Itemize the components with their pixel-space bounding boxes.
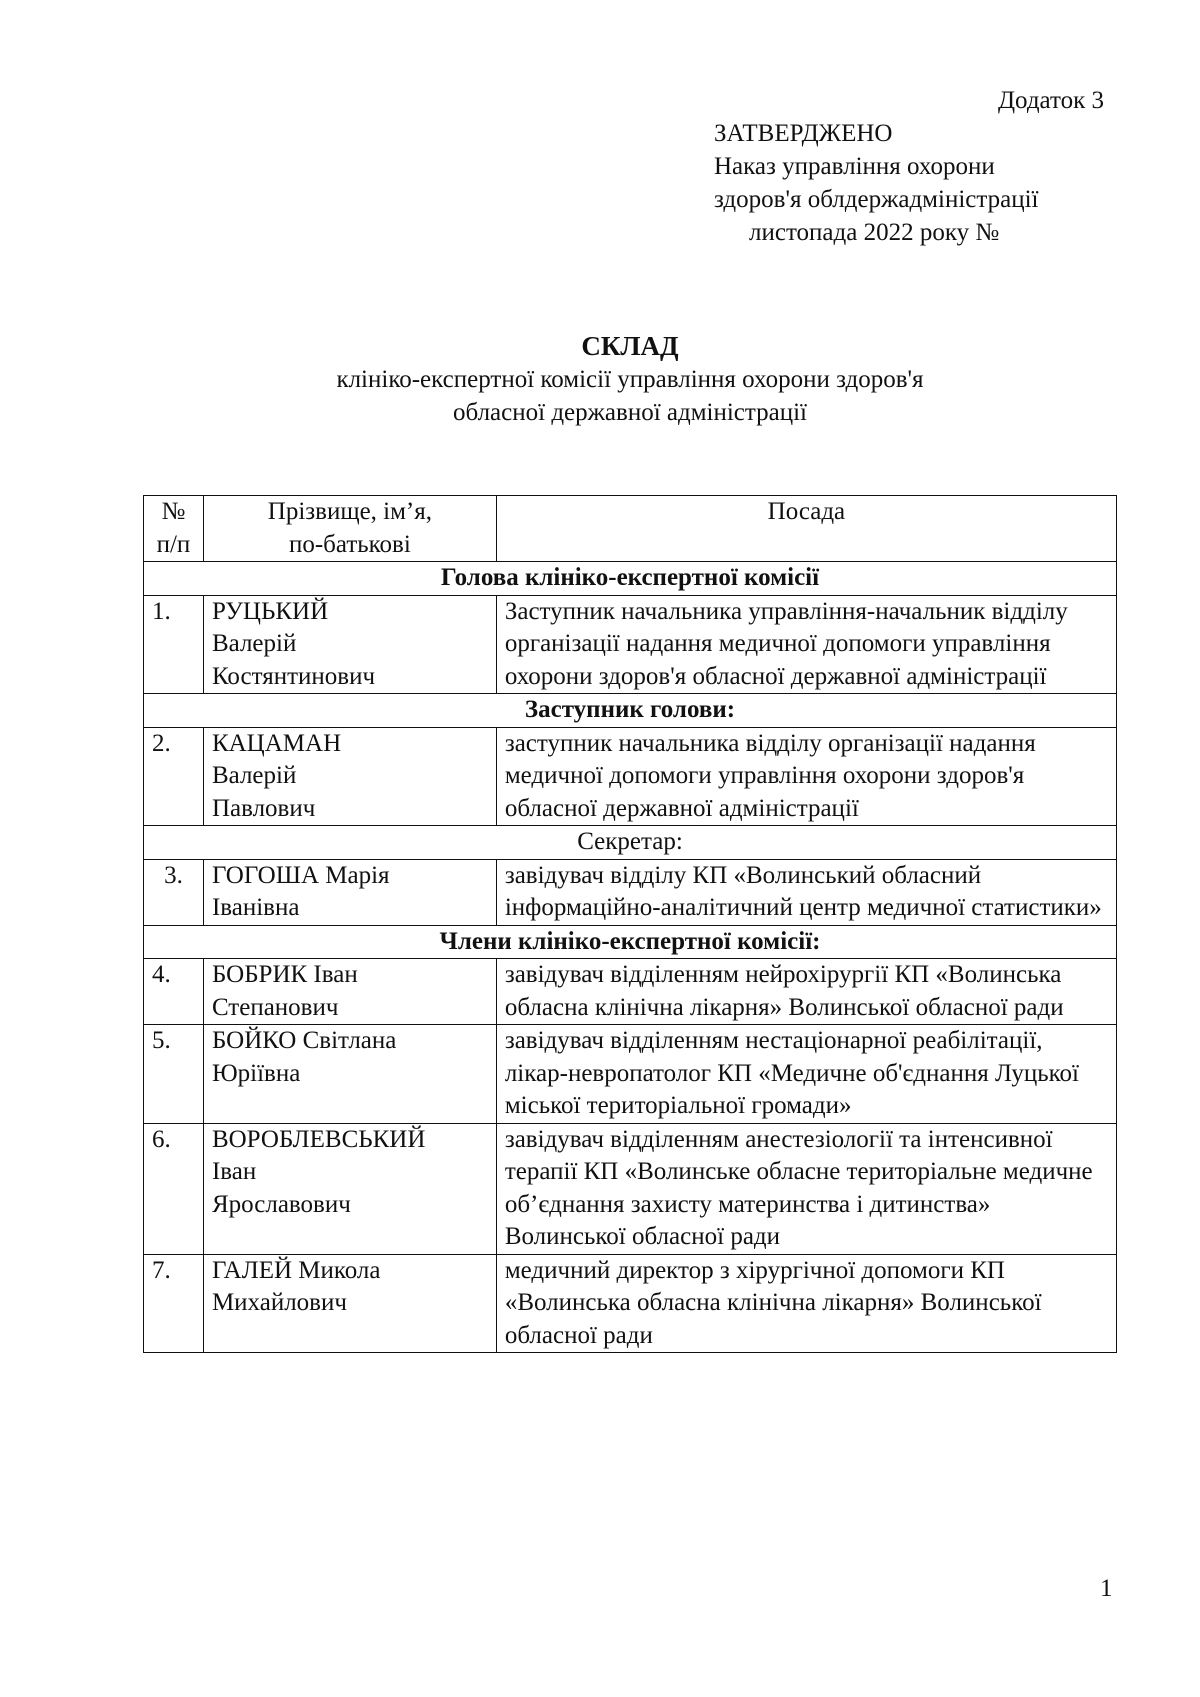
- order-line-3: листопада 2022 року №: [749, 219, 1000, 246]
- row-number: 5.: [144, 1025, 204, 1124]
- member-position: завідувач відділу КП «Волинський обласний інформаційно-аналітичний центр медичної статистики»: [496, 859, 1116, 925]
- header-name-line-1: Прізвище, ім’я,: [267, 498, 433, 525]
- member-name: [203, 595, 496, 694]
- member-name-line: Юріївна: [211, 1059, 301, 1087]
- member-name-line: Степанович: [211, 993, 339, 1021]
- document-subtitle-line-1: клініко-експертної комісії управління охорони здоров'я: [336, 366, 924, 393]
- section-header-row: [144, 694, 1117, 728]
- row-number: 2.: [144, 727, 204, 826]
- section-title: Голова клініко-експертної комісії: [144, 562, 1117, 596]
- member-name-line: ГОГОША Марія: [211, 861, 390, 889]
- commission-roster-table: [143, 495, 1117, 1353]
- member-name-line: Валерій: [211, 630, 297, 657]
- header-name: [203, 496, 496, 562]
- member-position: завідувач відділенням анестезіології та інтенсивної терапії КП «Волинське обласне територіальне медичне об’єднання захисту материнства і дитинства» Волинської обласної ради: [496, 1123, 1116, 1254]
- member-name: [203, 1025, 496, 1124]
- table-row: [144, 727, 1117, 826]
- member-name: [203, 1123, 496, 1254]
- member-name: [203, 1254, 496, 1353]
- row-number: 1.: [144, 595, 204, 694]
- member-position: медичний директор з хірургічної допомоги КП «Волинська обласна клінічна лікарня» Волинської обласної ради: [496, 1254, 1116, 1353]
- table-row: [144, 1123, 1117, 1254]
- approved-stamp: ЗАТВЕРДЖЕНО: [714, 120, 893, 147]
- table-body: [144, 562, 1117, 1353]
- member-name-line: Іван: [211, 1158, 257, 1185]
- header-name-line-2: по-батькові: [288, 530, 411, 558]
- member-name-line: РУЦЬКИЙ: [211, 597, 329, 625]
- member-position: завідувач відділенням нейрохірургії КП «Волинська обласна клінічна лікарня» Волинської обласної ради: [496, 959, 1116, 1025]
- member-name-line: БОЙКО Світлана: [211, 1027, 397, 1054]
- member-name: [203, 859, 496, 925]
- member-name-line: БОБРИК Іван: [211, 961, 358, 988]
- header-number-line-2: п/п: [156, 530, 191, 558]
- member-name-line: Валерій: [211, 762, 297, 789]
- row-number: 4.: [144, 959, 204, 1025]
- table-header-row: [144, 496, 1117, 562]
- member-name-line: КАЦАМАН: [211, 729, 342, 757]
- member-name-line: ГАЛЕЙ Микола: [211, 1256, 381, 1284]
- document-subtitle-line-2: обласної державної адміністрації: [452, 399, 807, 426]
- row-number: 3.: [144, 859, 204, 925]
- order-line-1: Наказ управління охорони: [714, 153, 995, 180]
- page-number: 1: [1100, 1575, 1113, 1602]
- header-number-line-1: №: [161, 498, 186, 525]
- table-row: [144, 1025, 1117, 1124]
- member-position: Заступник начальника управління-начальник відділу організації надання медичної допомоги управління охорони здоров'я обласної державної адміністрації: [496, 595, 1116, 694]
- table-row: [144, 1254, 1117, 1353]
- document-title: СКЛАД: [581, 331, 679, 361]
- member-name-line: Павлович: [211, 794, 316, 822]
- table-row: [144, 859, 1117, 925]
- order-line-2: здоров'я облдержадміністрації: [714, 186, 1039, 213]
- member-name-line: Костянтинович: [211, 662, 376, 690]
- member-position: заступник начальника відділу організації надання медичної допомоги управління охорони здоров'я обласної державної адміністрації: [496, 727, 1116, 826]
- member-name-line: Ярославович: [211, 1190, 351, 1218]
- row-number: 7.: [144, 1254, 204, 1353]
- section-header-row: [144, 562, 1117, 596]
- section-header-row: [144, 925, 1117, 959]
- table-row: [144, 959, 1117, 1025]
- header-number: [144, 496, 204, 562]
- section-title: Заступник голови:: [144, 694, 1117, 728]
- header-position: Посада: [496, 496, 1116, 562]
- member-name-line: Михайлович: [211, 1289, 347, 1316]
- section-header-row: [144, 826, 1117, 860]
- member-name: [203, 959, 496, 1025]
- section-title: Члени клініко-експертної комісії:: [144, 925, 1117, 959]
- document-title-block: [0, 330, 1200, 429]
- member-name-line: Іванівна: [211, 894, 300, 921]
- section-title: Секретар:: [144, 826, 1117, 860]
- row-number: 6.: [144, 1123, 204, 1254]
- member-name-line: ВОРОБЛЕВСЬКИЙ: [211, 1125, 426, 1153]
- table-row: [144, 595, 1117, 694]
- annex-label: Додаток 3: [998, 87, 1104, 114]
- member-name: [203, 727, 496, 826]
- member-position: завідувач відділенням нестаціонарної реабілітації, лікар-невропатолог КП «Медичне об'єднання Луцької міської територіальної громади»: [496, 1025, 1116, 1124]
- approval-block: [714, 84, 1134, 249]
